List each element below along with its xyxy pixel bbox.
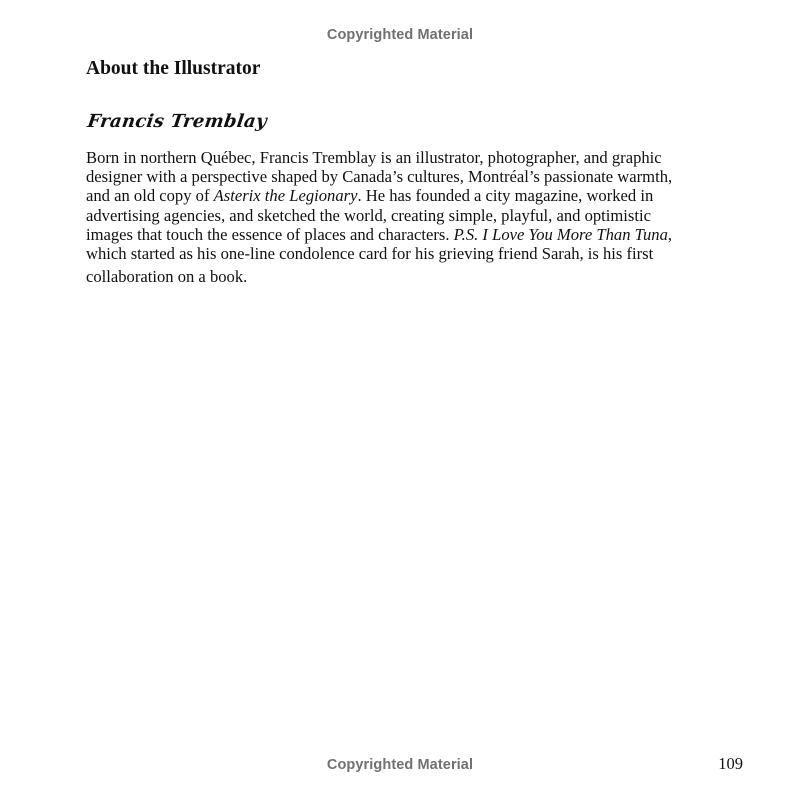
- bio-line: advertising agencies, and sketched the world, creating simple, playful, and optimistic: [86, 205, 651, 225]
- bio-line: Born in northern Québec, Francis Tremblay is an illustrator, photographer, and graphic: [86, 148, 662, 167]
- book-title-ps-tuna: P.S. I Love You More Than Tuna: [453, 224, 668, 244]
- bio-line: designer with a perspective shaped by Canada’s cultures, Montréal’s passionate warmth,: [86, 167, 673, 187]
- book-title-asterix: Asterix the Legionary: [213, 186, 358, 206]
- copyright-watermark-top: Copyrighted Material: [326, 27, 474, 43]
- illustrator-bio: [86, 148, 746, 286]
- illustrator-signature: Francis Tremblay: [86, 111, 269, 132]
- section-heading: About the Illustrator: [86, 58, 261, 79]
- bio-line: images that touch the essence of places and characters. P.S. I Love You More Than Tuna,: [86, 224, 673, 244]
- bio-line: and an old copy of Asterix the Legionary. He has founded a city magazine, worked in: [86, 186, 654, 206]
- bio-line: collaboration on a book.: [86, 267, 248, 287]
- page-number: 109: [718, 754, 743, 773]
- bio-line: which started as his one-line condolence card for his grieving friend Sarah, is his first: [86, 244, 654, 264]
- copyright-watermark-bottom: Copyrighted Material: [326, 757, 474, 773]
